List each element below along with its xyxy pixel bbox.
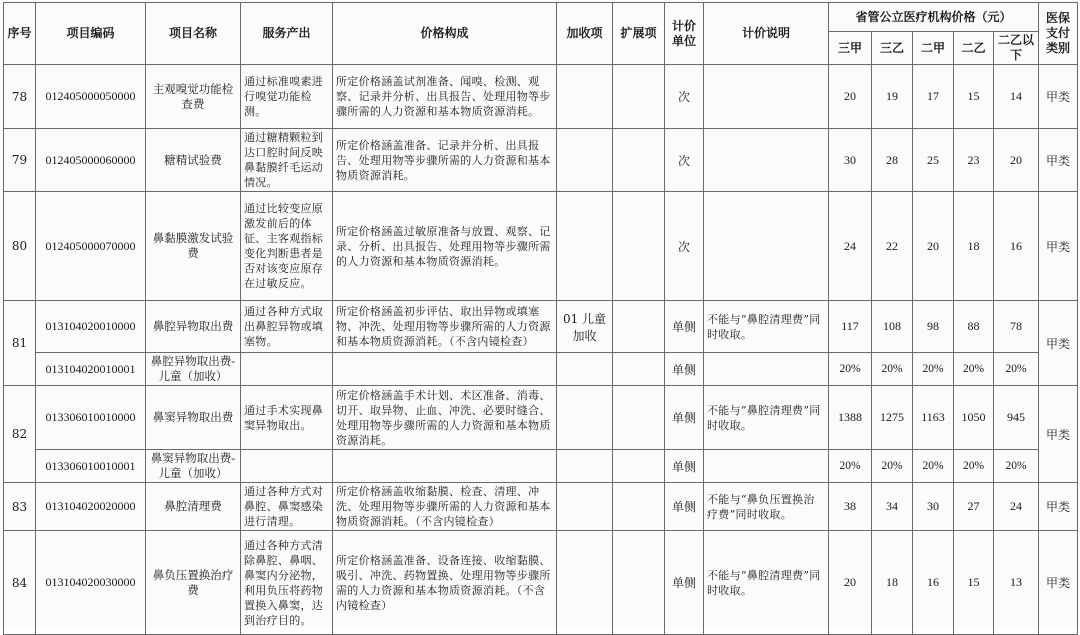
row-note: 不能与“鼻腔清理费”同时收取。 bbox=[704, 531, 829, 635]
row-insurance: 甲类 bbox=[1039, 483, 1078, 531]
row-name: 主观嗅觉功能检查费 bbox=[146, 65, 241, 129]
row-unit: 单侧 bbox=[665, 386, 704, 450]
row-price: 16 bbox=[994, 192, 1039, 301]
row-price: 88 bbox=[954, 301, 994, 353]
row-price: 15 bbox=[954, 531, 994, 635]
row-price: 20 bbox=[829, 65, 872, 129]
row-extension bbox=[613, 386, 665, 450]
row-extension bbox=[613, 301, 665, 353]
table-header-row bbox=[4, 3, 1078, 32]
row-extension bbox=[613, 531, 665, 635]
subrow-price: 20% bbox=[994, 450, 1039, 483]
row-service: 通过标准嗅素进行嗅觉功能检测。 bbox=[241, 65, 333, 129]
header-code: 项目编码 bbox=[36, 3, 146, 65]
row-price: 16 bbox=[913, 531, 954, 635]
row-note bbox=[704, 192, 829, 301]
row-price: 25 bbox=[913, 129, 954, 192]
row-note: 不能与“鼻腔清理费”同时收取。 bbox=[704, 386, 829, 450]
header-level: 三乙 bbox=[872, 32, 913, 65]
row-price: 18 bbox=[872, 531, 913, 635]
row-composition: 所定价格涵盖手术计划、术区准备、消毒、切开、取异物、止血、冲洗、必要时缝合、处理用物等步骤所需的人力资源和基本物质资源消耗。 bbox=[333, 386, 557, 450]
row-unit: 单侧 bbox=[665, 531, 704, 635]
row-price: 108 bbox=[872, 301, 913, 353]
row-price: 22 bbox=[872, 192, 913, 301]
row-insurance: 甲类 bbox=[1039, 65, 1078, 129]
header-surcharge: 加收项 bbox=[557, 3, 613, 65]
row-insurance: 甲类 bbox=[1039, 531, 1078, 635]
row-name: 鼻腔清理费 bbox=[146, 483, 241, 531]
row-name: 鼻窦异物取出费 bbox=[146, 386, 241, 450]
row-price: 117 bbox=[829, 301, 872, 353]
row-price: 19 bbox=[872, 65, 913, 129]
subrow-unit: 单侧 bbox=[665, 353, 704, 386]
subrow-price: 20% bbox=[913, 353, 954, 386]
subrow-extension bbox=[613, 353, 665, 386]
subrow-name: 鼻窦异物取出费-儿童（加收） bbox=[146, 450, 241, 483]
subrow-note bbox=[704, 450, 829, 483]
row-seq: 80 bbox=[4, 192, 36, 301]
row-composition: 所定价格涵盖准备、设备连接、收缩黏膜、吸引、冲洗、药物置换、处理用物等步骤所需的人力资源和基本物质资源消耗。（不含内镜检查） bbox=[333, 531, 557, 635]
row-price: 20 bbox=[994, 129, 1039, 192]
row-note: 不能与“鼻腔清理费”同时收取。 bbox=[704, 301, 829, 353]
row-seq: 78 bbox=[4, 65, 36, 129]
row-composition: 所定价格涵盖初步评估、取出异物或填塞物、冲洗、处理用物等步骤所需的人力资源和基本物质资源消耗。（不含内镜检查） bbox=[333, 301, 557, 353]
row-price: 17 bbox=[913, 65, 954, 129]
header-service: 服务产出 bbox=[241, 3, 333, 65]
subrow-extension bbox=[613, 450, 665, 483]
header-level: 二甲 bbox=[913, 32, 954, 65]
table-row bbox=[4, 65, 1078, 129]
subrow-name: 鼻腔异物取出费-儿童（加收） bbox=[146, 353, 241, 386]
subrow-price: 20% bbox=[872, 353, 913, 386]
subrow-note bbox=[704, 353, 829, 386]
table-row bbox=[4, 531, 1078, 635]
row-composition: 所定价格涵盖试剂准备、闻嗅、检测、观察、记录并分析、出具报告、处理用物等步骤所需的人力资源和基本物质资源消耗。 bbox=[333, 65, 557, 129]
subrow-price: 20% bbox=[994, 353, 1039, 386]
row-price: 98 bbox=[913, 301, 954, 353]
subrow-service bbox=[241, 353, 333, 386]
row-surcharge bbox=[557, 192, 613, 301]
subrow-composition bbox=[333, 450, 557, 483]
row-insurance: 甲类 bbox=[1039, 129, 1078, 192]
row-price: 34 bbox=[872, 483, 913, 531]
row-seq: 82 bbox=[4, 386, 36, 483]
subrow-surcharge bbox=[557, 450, 613, 483]
subrow-price: 20% bbox=[829, 353, 872, 386]
row-unit: 次 bbox=[665, 192, 704, 301]
row-note: 不能与“鼻负压置换治疗费”同时收取。 bbox=[704, 483, 829, 531]
row-price: 23 bbox=[954, 129, 994, 192]
row-price: 27 bbox=[954, 483, 994, 531]
header-level: 二乙 bbox=[954, 32, 994, 65]
row-surcharge bbox=[557, 65, 613, 129]
row-service: 通过糖精颗粒到达口腔时间反映鼻黏膜纤毛运动情况。 bbox=[241, 129, 333, 192]
header-insurance: 医保支付类别 bbox=[1039, 3, 1078, 65]
row-unit: 单侧 bbox=[665, 483, 704, 531]
row-price: 1388 bbox=[829, 386, 872, 450]
row-seq: 84 bbox=[4, 531, 36, 635]
row-price: 15 bbox=[954, 65, 994, 129]
row-name: 鼻腔异物取出费 bbox=[146, 301, 241, 353]
row-insurance: 甲类 bbox=[1039, 192, 1078, 301]
row-note bbox=[704, 129, 829, 192]
row-insurance: 甲类 bbox=[1039, 301, 1078, 386]
subrow-surcharge bbox=[557, 353, 613, 386]
row-composition: 所定价格涵盖收缩黏膜、检查、清理、冲洗、处理用物等步骤所需的人力资源和基本物质资源消耗。（不含内镜检查） bbox=[333, 483, 557, 531]
row-composition: 所定价格涵盖过敏原准备与放置、观察、记录、分析、出具报告、处理用物等步骤所需的人力资源和基本物质资源消耗。 bbox=[333, 192, 557, 301]
subrow-composition bbox=[333, 353, 557, 386]
table-row bbox=[4, 129, 1078, 192]
header-composition: 价格构成 bbox=[333, 3, 557, 65]
row-code: 013104020020000 bbox=[36, 483, 146, 531]
row-surcharge: 01 儿童加收 bbox=[557, 301, 613, 353]
row-seq: 81 bbox=[4, 301, 36, 386]
row-price: 24 bbox=[994, 483, 1039, 531]
subrow-service bbox=[241, 450, 333, 483]
row-price: 20 bbox=[829, 531, 872, 635]
row-price: 78 bbox=[994, 301, 1039, 353]
row-code: 013104020010000 bbox=[36, 301, 146, 353]
row-price: 24 bbox=[829, 192, 872, 301]
header-price-group: 省管公立医疗机构价格（元） bbox=[829, 3, 1039, 32]
row-service: 通过比较变应原激发前后的体征、主客观指标变化判断患者是否对该变应原存在过敏反应。 bbox=[241, 192, 333, 301]
row-seq: 79 bbox=[4, 129, 36, 192]
row-seq: 83 bbox=[4, 483, 36, 531]
row-service: 通过各种方式清除鼻腔、鼻咽、鼻窦内分泌物，利用负压将药物置换入鼻窦，达到治疗目的。 bbox=[241, 531, 333, 635]
header-unit: 计价单位 bbox=[665, 3, 704, 65]
row-price: 30 bbox=[829, 129, 872, 192]
row-extension bbox=[613, 65, 665, 129]
price-table bbox=[3, 2, 1078, 635]
row-code: 013306010010000 bbox=[36, 386, 146, 450]
row-surcharge bbox=[557, 483, 613, 531]
row-composition: 所定价格涵盖准备、记录并分析、出具报告、处理用物等步骤所需的人力资源和基本物质资源消耗。 bbox=[333, 129, 557, 192]
subrow-code: 013306010010001 bbox=[36, 450, 146, 483]
subrow-price: 20% bbox=[954, 353, 994, 386]
subrow-price: 20% bbox=[829, 450, 872, 483]
row-code: 013104020030000 bbox=[36, 531, 146, 635]
subrow-price: 20% bbox=[913, 450, 954, 483]
row-extension bbox=[613, 192, 665, 301]
row-price: 945 bbox=[994, 386, 1039, 450]
row-extension bbox=[613, 129, 665, 192]
header-level: 三甲 bbox=[829, 32, 872, 65]
table-row bbox=[4, 483, 1078, 531]
row-price: 30 bbox=[913, 483, 954, 531]
row-extension bbox=[613, 483, 665, 531]
subrow-unit: 单侧 bbox=[665, 450, 704, 483]
header-level: 二乙以下 bbox=[994, 32, 1039, 65]
row-code: 012405000050000 bbox=[36, 65, 146, 129]
row-price: 14 bbox=[994, 65, 1039, 129]
row-price: 1163 bbox=[913, 386, 954, 450]
row-name: 鼻负压置换治疗费 bbox=[146, 531, 241, 635]
table-subrow bbox=[4, 353, 1078, 386]
row-unit: 次 bbox=[665, 65, 704, 129]
table-subrow bbox=[4, 450, 1078, 483]
row-surcharge bbox=[557, 531, 613, 635]
row-service: 通过手术实现鼻窦异物取出。 bbox=[241, 386, 333, 450]
row-code: 012405000070000 bbox=[36, 192, 146, 301]
row-unit: 次 bbox=[665, 129, 704, 192]
row-price: 1050 bbox=[954, 386, 994, 450]
row-price: 20 bbox=[913, 192, 954, 301]
table-row bbox=[4, 192, 1078, 301]
subrow-price: 20% bbox=[872, 450, 913, 483]
row-code: 012405000060000 bbox=[36, 129, 146, 192]
subrow-code: 013104020010001 bbox=[36, 353, 146, 386]
row-surcharge bbox=[557, 129, 613, 192]
row-note bbox=[704, 65, 829, 129]
row-insurance: 甲类 bbox=[1039, 386, 1078, 483]
subrow-price: 20% bbox=[954, 450, 994, 483]
row-surcharge bbox=[557, 386, 613, 450]
row-service: 通过各种方式对鼻腔、鼻窦感染进行清理。 bbox=[241, 483, 333, 531]
header-extension: 扩展项 bbox=[613, 3, 665, 65]
row-price: 38 bbox=[829, 483, 872, 531]
table-row bbox=[4, 386, 1078, 450]
row-name: 鼻黏膜激发试验费 bbox=[146, 192, 241, 301]
table-row bbox=[4, 301, 1078, 353]
header-name: 项目名称 bbox=[146, 3, 241, 65]
header-note: 计价说明 bbox=[704, 3, 829, 65]
row-service: 通过各种方式取出鼻腔异物或填塞物。 bbox=[241, 301, 333, 353]
row-price: 13 bbox=[994, 531, 1039, 635]
row-name: 糖精试验费 bbox=[146, 129, 241, 192]
row-unit: 单侧 bbox=[665, 301, 704, 353]
row-price: 1275 bbox=[872, 386, 913, 450]
row-price: 18 bbox=[954, 192, 994, 301]
header-seq: 序号 bbox=[4, 3, 36, 65]
row-price: 28 bbox=[872, 129, 913, 192]
